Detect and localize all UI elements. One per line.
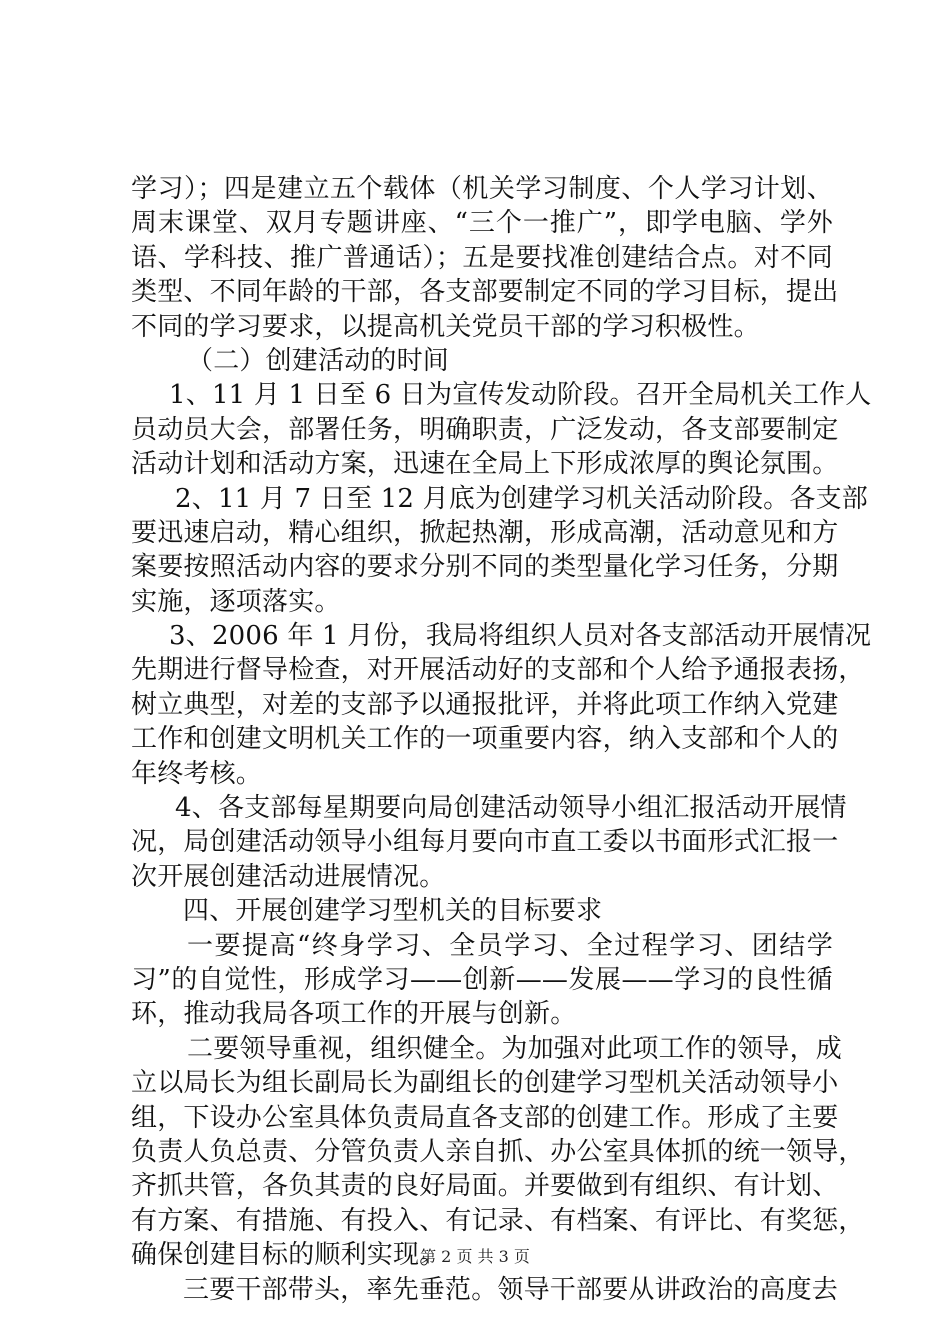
- text-line: 负责人负总责、分管负责人亲自抓、办公室具体抓的统一领导，: [131, 1136, 865, 1167]
- text-line: 先期进行督导检查，对开展活动好的支部和个人给予通报表扬，: [131, 655, 865, 686]
- text-line: 2、11 月 7 日至 12 月底为创建学习机关活动阶段。各支部: [175, 483, 868, 514]
- text-line: 学习）；四是建立五个载体（机关学习制度、个人学习计划、: [131, 174, 833, 204]
- text-line: 4、各支部每星期要向局创建活动领导小组汇报活动开展情: [175, 793, 847, 824]
- document-body: [131, 172, 872, 1307]
- text-line: 树立典型，对差的支部予以通报批评，并将此项工作纳入党建: [131, 689, 839, 720]
- text-line: 习”的自觉性，形成学习——创新——发展——学习的良性循: [131, 964, 833, 995]
- text-line: 案要按照活动内容的要求分别不同的类型量化学习任务，分期: [131, 552, 839, 583]
- text-line: （二）创建活动的时间: [187, 345, 450, 376]
- text-line: 员动员大会，部署任务，明确职责，广泛发动，各支部要制定: [131, 414, 839, 445]
- text-line: 况，局创建活动领导小组每月要向市直工委以书面形式汇报一: [131, 827, 839, 858]
- text-line: 次开展创建活动进展情况。: [131, 861, 446, 892]
- text-line: 立以局长为组长副局长为副组长的创建学习型机关活动领导小: [131, 1068, 839, 1099]
- text-line: 有方案、有措施、有投入、有记录、有档案、有评比、有奖惩，: [131, 1205, 865, 1236]
- text-line: 环，推动我局各项工作的开展与创新。: [131, 999, 577, 1030]
- text-line: 三要干部带头，率先垂范。领导干部要从讲政治的高度去: [183, 1274, 839, 1305]
- text-line: 工作和创建文明机关工作的一项重要内容，纳入支部和个人的: [131, 724, 839, 755]
- text-line: 一要提高“终身学习、全员学习、全过程学习、团结学: [187, 930, 833, 961]
- text-line: 确保创建目标的顺利实现。: [131, 1240, 446, 1271]
- text-line: 不同的学习要求，以提高机关党员干部的学习积极性。: [131, 311, 760, 342]
- text-line: 实施，逐项落实。: [131, 586, 341, 617]
- text-line: 齐抓共管，各负其责的良好局面。并要做到有组织、有计划、: [131, 1171, 839, 1202]
- text-line: 四、开展创建学习型机关的目标要求: [183, 896, 603, 927]
- text-line: 二要领导重视，组织健全。为加强对此项工作的领导，成: [187, 1033, 843, 1064]
- text-line: 类型、不同年龄的干部，各支部要制定不同的学习目标，提出: [131, 277, 839, 308]
- text-line: 组，下设办公室具体负责局直各支部的创建工作。形成了主要: [131, 1102, 839, 1133]
- text-line: 1、11 月 1 日至 6 日为宣传发动阶段。召开全局机关工作人: [169, 380, 872, 411]
- text-line: 3、2006 年 1 月份，我局将组织人员对各支部活动开展情况: [169, 621, 872, 652]
- text-line: 语、学科技、推广普通话）；五是要找准创建结合点。对不同: [131, 242, 833, 273]
- text-line: 活动计划和活动方案，迅速在全局上下形成浓厚的舆论氛围。: [131, 449, 839, 480]
- text-line: 周末课堂、双月专题讲座、“三个一推广”，即学电脑、学外: [131, 208, 833, 239]
- text-line: 要迅速启动，精心组织，掀起热潮，形成高潮，活动意见和方: [131, 517, 839, 548]
- text-line: 年终考核。: [131, 758, 263, 789]
- page-number-footer: 第 2 页 共 3 页: [420, 1247, 530, 1266]
